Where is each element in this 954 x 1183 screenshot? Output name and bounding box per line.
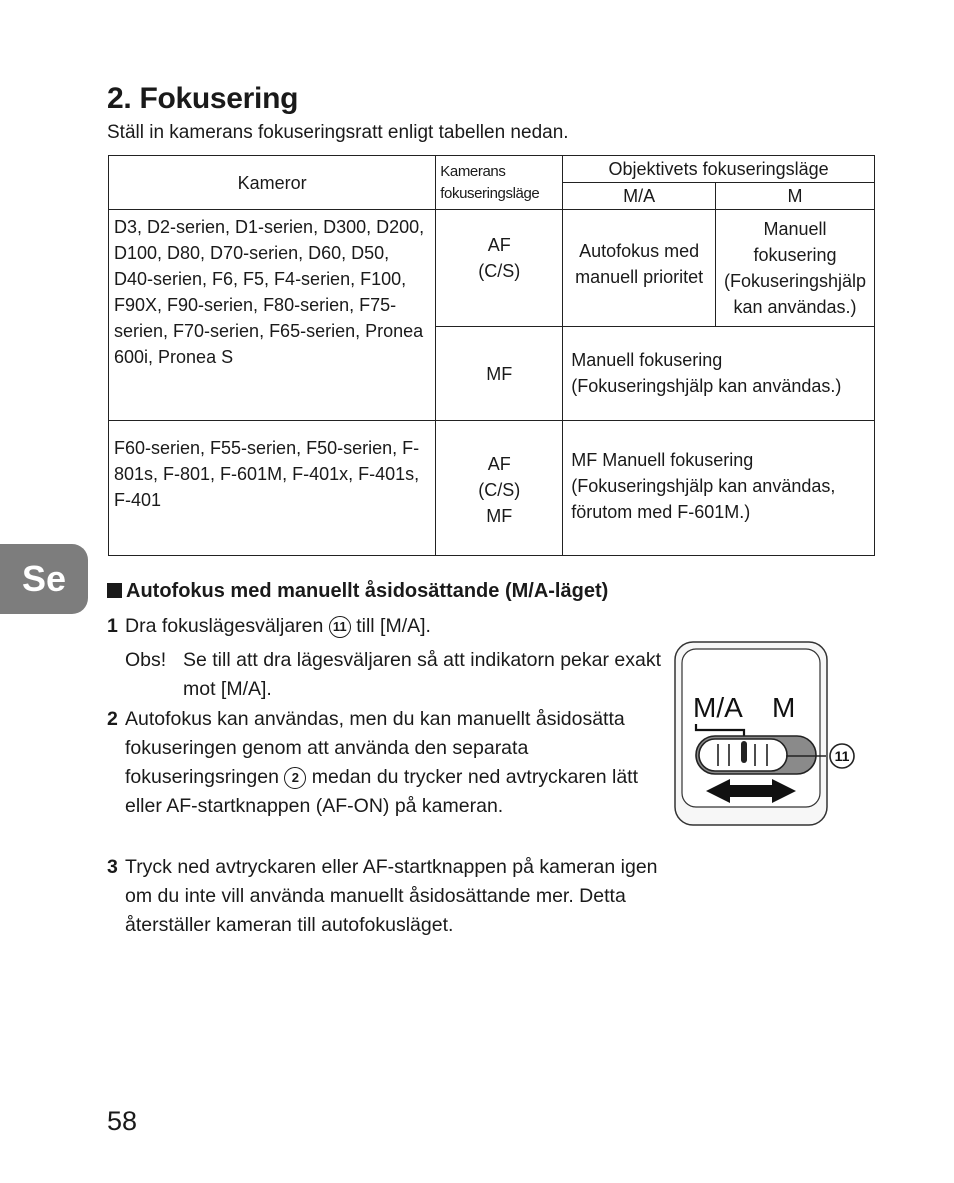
header-cameras: Kameror: [109, 156, 436, 210]
header-camera-focus-mode: [436, 156, 563, 210]
focus-mode-table: [108, 155, 875, 556]
label-m: M: [772, 692, 796, 723]
callout-number-icon: 11: [329, 616, 351, 638]
group2-text-line3: förutom med F-601M.): [571, 502, 751, 522]
step-1: [107, 612, 667, 641]
label-ma: M/A: [693, 692, 743, 723]
note: [125, 646, 665, 704]
step-3: [107, 853, 677, 940]
group2-mode-line2: (C/S): [478, 480, 521, 500]
row-af-m: [716, 210, 875, 327]
page-title: 2. Fokusering: [107, 82, 299, 115]
step-text-after: medan du trycker ned avtryckaren lätt eller AF-startknappen (AF-ON) på kameran.: [125, 766, 639, 817]
square-bullet-icon: [107, 583, 122, 598]
note-label: Obs!: [125, 649, 167, 671]
row-af-m-line3: (Fokuseringshjälp: [723, 271, 867, 291]
row-af-m-line4: kan användas.): [733, 297, 857, 317]
callout-number: 11: [834, 748, 850, 764]
group2-models: F60-serien, F55-serien, F50-serien, F-801s, F-801, F-601M, F-401x, F-401s, F-401: [109, 421, 436, 556]
row-af-ma-line2: manuell prioritet: [575, 267, 704, 287]
header-m: M: [716, 183, 875, 210]
row-af-mode: [436, 210, 563, 327]
section-subheading: [107, 580, 608, 603]
focus-mode-switch-diagram: [672, 640, 862, 830]
step-text: [107, 705, 647, 821]
header-camera-focus-mode-line1: Kamerans: [440, 162, 506, 180]
row-af-mode-line2: (C/S): [478, 261, 521, 281]
note-text: Se till att dra lägesväljaren så att indikatorn pekar exakt mot [M/A].: [183, 649, 662, 700]
group2-mode-line1: AF: [487, 454, 511, 474]
group2-mode-line3: MF: [486, 506, 513, 526]
step-2: [107, 705, 647, 821]
row-af-mode-line1: AF: [487, 235, 511, 255]
step-text-after: till [M/A].: [356, 615, 431, 637]
subheading-text: Autofokus med manuellt åsidosättande (M/A-läget): [126, 580, 609, 602]
group2-text-line2: (Fokuseringshjälp kan användas,: [571, 476, 836, 496]
switch-panel-inner: [682, 649, 820, 807]
step-text: Tryck ned avtryckaren eller AF-startknappen på kameran igen om du inte vill använda manuellt åsidosättande mer. Detta återställer kameran till autofokusläget.: [125, 856, 658, 936]
step-text-before: Dra fokuslägesväljaren: [125, 615, 324, 637]
step-number: 2: [107, 708, 118, 730]
row-mf-text-line1: Manuell fokusering: [571, 350, 723, 370]
group1-models: D3, D2-serien, D1-serien, D300, D200, D100, D80, D70-serien, D60, D50, D40-serien, F6, F5, F4-serien, F100, F90X, F90-serien, F80-serien, F75-serien, F70-serien, F65-serien, Pronea 600i, Pronea S: [109, 210, 436, 421]
callout-number-icon: 2: [284, 767, 306, 789]
group2-text-line1: MF Manuell fokusering: [571, 450, 754, 470]
header-ma: M/A: [563, 183, 716, 210]
group2-text: [563, 421, 875, 556]
knob-indicator: [741, 741, 747, 763]
header-lens-focus-mode: Objektivets fokuseringsläge: [563, 156, 875, 183]
row-mf-text: [563, 327, 875, 421]
intro-text: Ställ in kamerans fokuseringsratt enligt tabellen nedan.: [107, 122, 569, 143]
row-af-ma-line1: Autofokus med: [579, 241, 700, 261]
header-camera-focus-mode-line2: fokuseringsläge: [440, 184, 540, 202]
row-mf-mode: MF: [436, 327, 563, 421]
step-number: 1: [107, 615, 118, 637]
step-number: 3: [107, 856, 118, 878]
row-af-m-line2: fokusering: [753, 245, 837, 265]
row-af-m-line1: Manuell: [763, 219, 827, 239]
step-text: [107, 612, 667, 641]
page-number: 58: [107, 1106, 138, 1136]
group2-mode: [436, 421, 563, 556]
row-af-ma: [563, 210, 716, 327]
step-text-before: Autofokus kan användas, men du kan manuellt åsidosätta fokuseringen genom att använda den separata fokuseringsringen: [125, 708, 625, 788]
row-mf-text-line2: (Fokuseringshjälp kan användas.): [571, 376, 842, 396]
language-tab: Se: [0, 544, 88, 614]
